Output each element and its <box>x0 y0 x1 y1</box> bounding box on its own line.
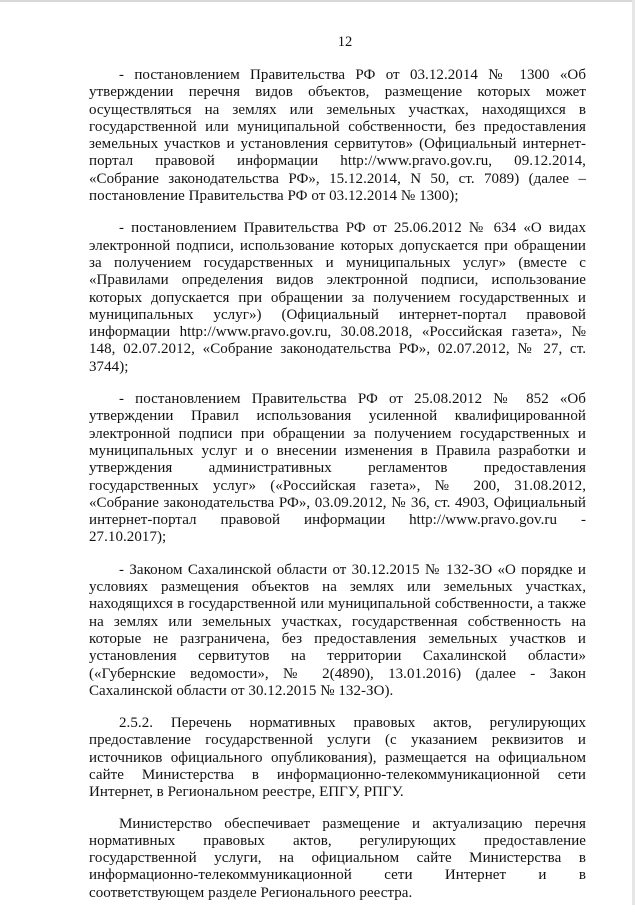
paragraph-sakhalin-law: - Законом Сахалинской области от 30.12.2015 № 132-ЗО «О порядке и условиях размещения объектов на землях или земельных участках, находящихся в государственной или муниципальной собственности, а также на землях или земельных участках, государственная собственность на которые не разграничена, без предоставления земельных участков и установления сервитутов на территории Сахалинской области» («Губернские ведомости», № 2(4890), 13.01.2016) (далее - Закон Сахалинской области от 30.12.2015 № 132-ЗО). <box>89 561 586 699</box>
paragraph-resolution-852: - постановлением Правительства РФ от 25.08.2012 № 852 «Об утверждении Правил использования усиленной квалифицированной электронной подписи при обращении за получением государственных и муниципальных услуг и о внесении изменения в Правила разработки и утверждения административных регламентов предоставления государственных услуг» («Российская газета», № 200, 31.08.2012, «Собрание законодательства РФ», 03.09.2012, № 36, ст. 4903, Официальный интернет-портал правовой информации http://www.pravo.gov.ru - 27.10.2017); <box>89 391 586 546</box>
paragraph-resolution-1300: - постановлением Правительства РФ от 03.12.2014 № 1300 «Об утверждении перечня видов объектов, размещение которых может осуществляться на землях или земельных участках, находящихся в государственной или муниципальной собственности, без предоставления земельных участков и установления сервитутов» (Официальный интернет-портал правовой информации http://www.pravo.gov.ru, 09.12.2014, «Собрание законодательства РФ», 15.12.2014, N 50, ст. 7089) (далее – постановление Правительства РФ от 03.12.2014 № 1300); <box>89 67 586 205</box>
page-number: 12 <box>337 34 353 50</box>
document-body <box>89 67 586 917</box>
scan-edge-top <box>0 0 635 2</box>
paragraph-2-5-2: 2.5.2. Перечень нормативных правовых актов, регулирующих предоставление государственной услуги (с указанием реквизитов и источников официального опубликования), размещается на официальном сайте Министерства в информационно-телекоммуникационной сети Интернет, в Региональном реестре, ЕПГУ, РПГУ. <box>89 715 586 801</box>
paragraph-ministry-publication: Министерство обеспечивает размещение и актуализацию перечня нормативных правовых актов, регулирующих предоставление государственной услуги, на официальном сайте Министерства в информационно-телекоммуникационной сети Интернет и в соответствующем разделе Регионального реестра. <box>89 815 586 901</box>
paragraph-resolution-634: - постановлением Правительства РФ от 25.06.2012 № 634 «О видах электронной подписи, использование которых допускается при обращении за получением государственных и муниципальных услуг» (вместе с «Правилами определения видов электронной подписи, использование которых допускается при обращении за получением государственных и муниципальных услуг») (Официальный интернет-портал правовой информации http://www.pravo.gov.ru, 30.08.2018, «Российская газета», № 148, 02.07.2012, «Собрание законодательства РФ», 02.07.2012, № 27, ст. 3744); <box>89 220 586 375</box>
